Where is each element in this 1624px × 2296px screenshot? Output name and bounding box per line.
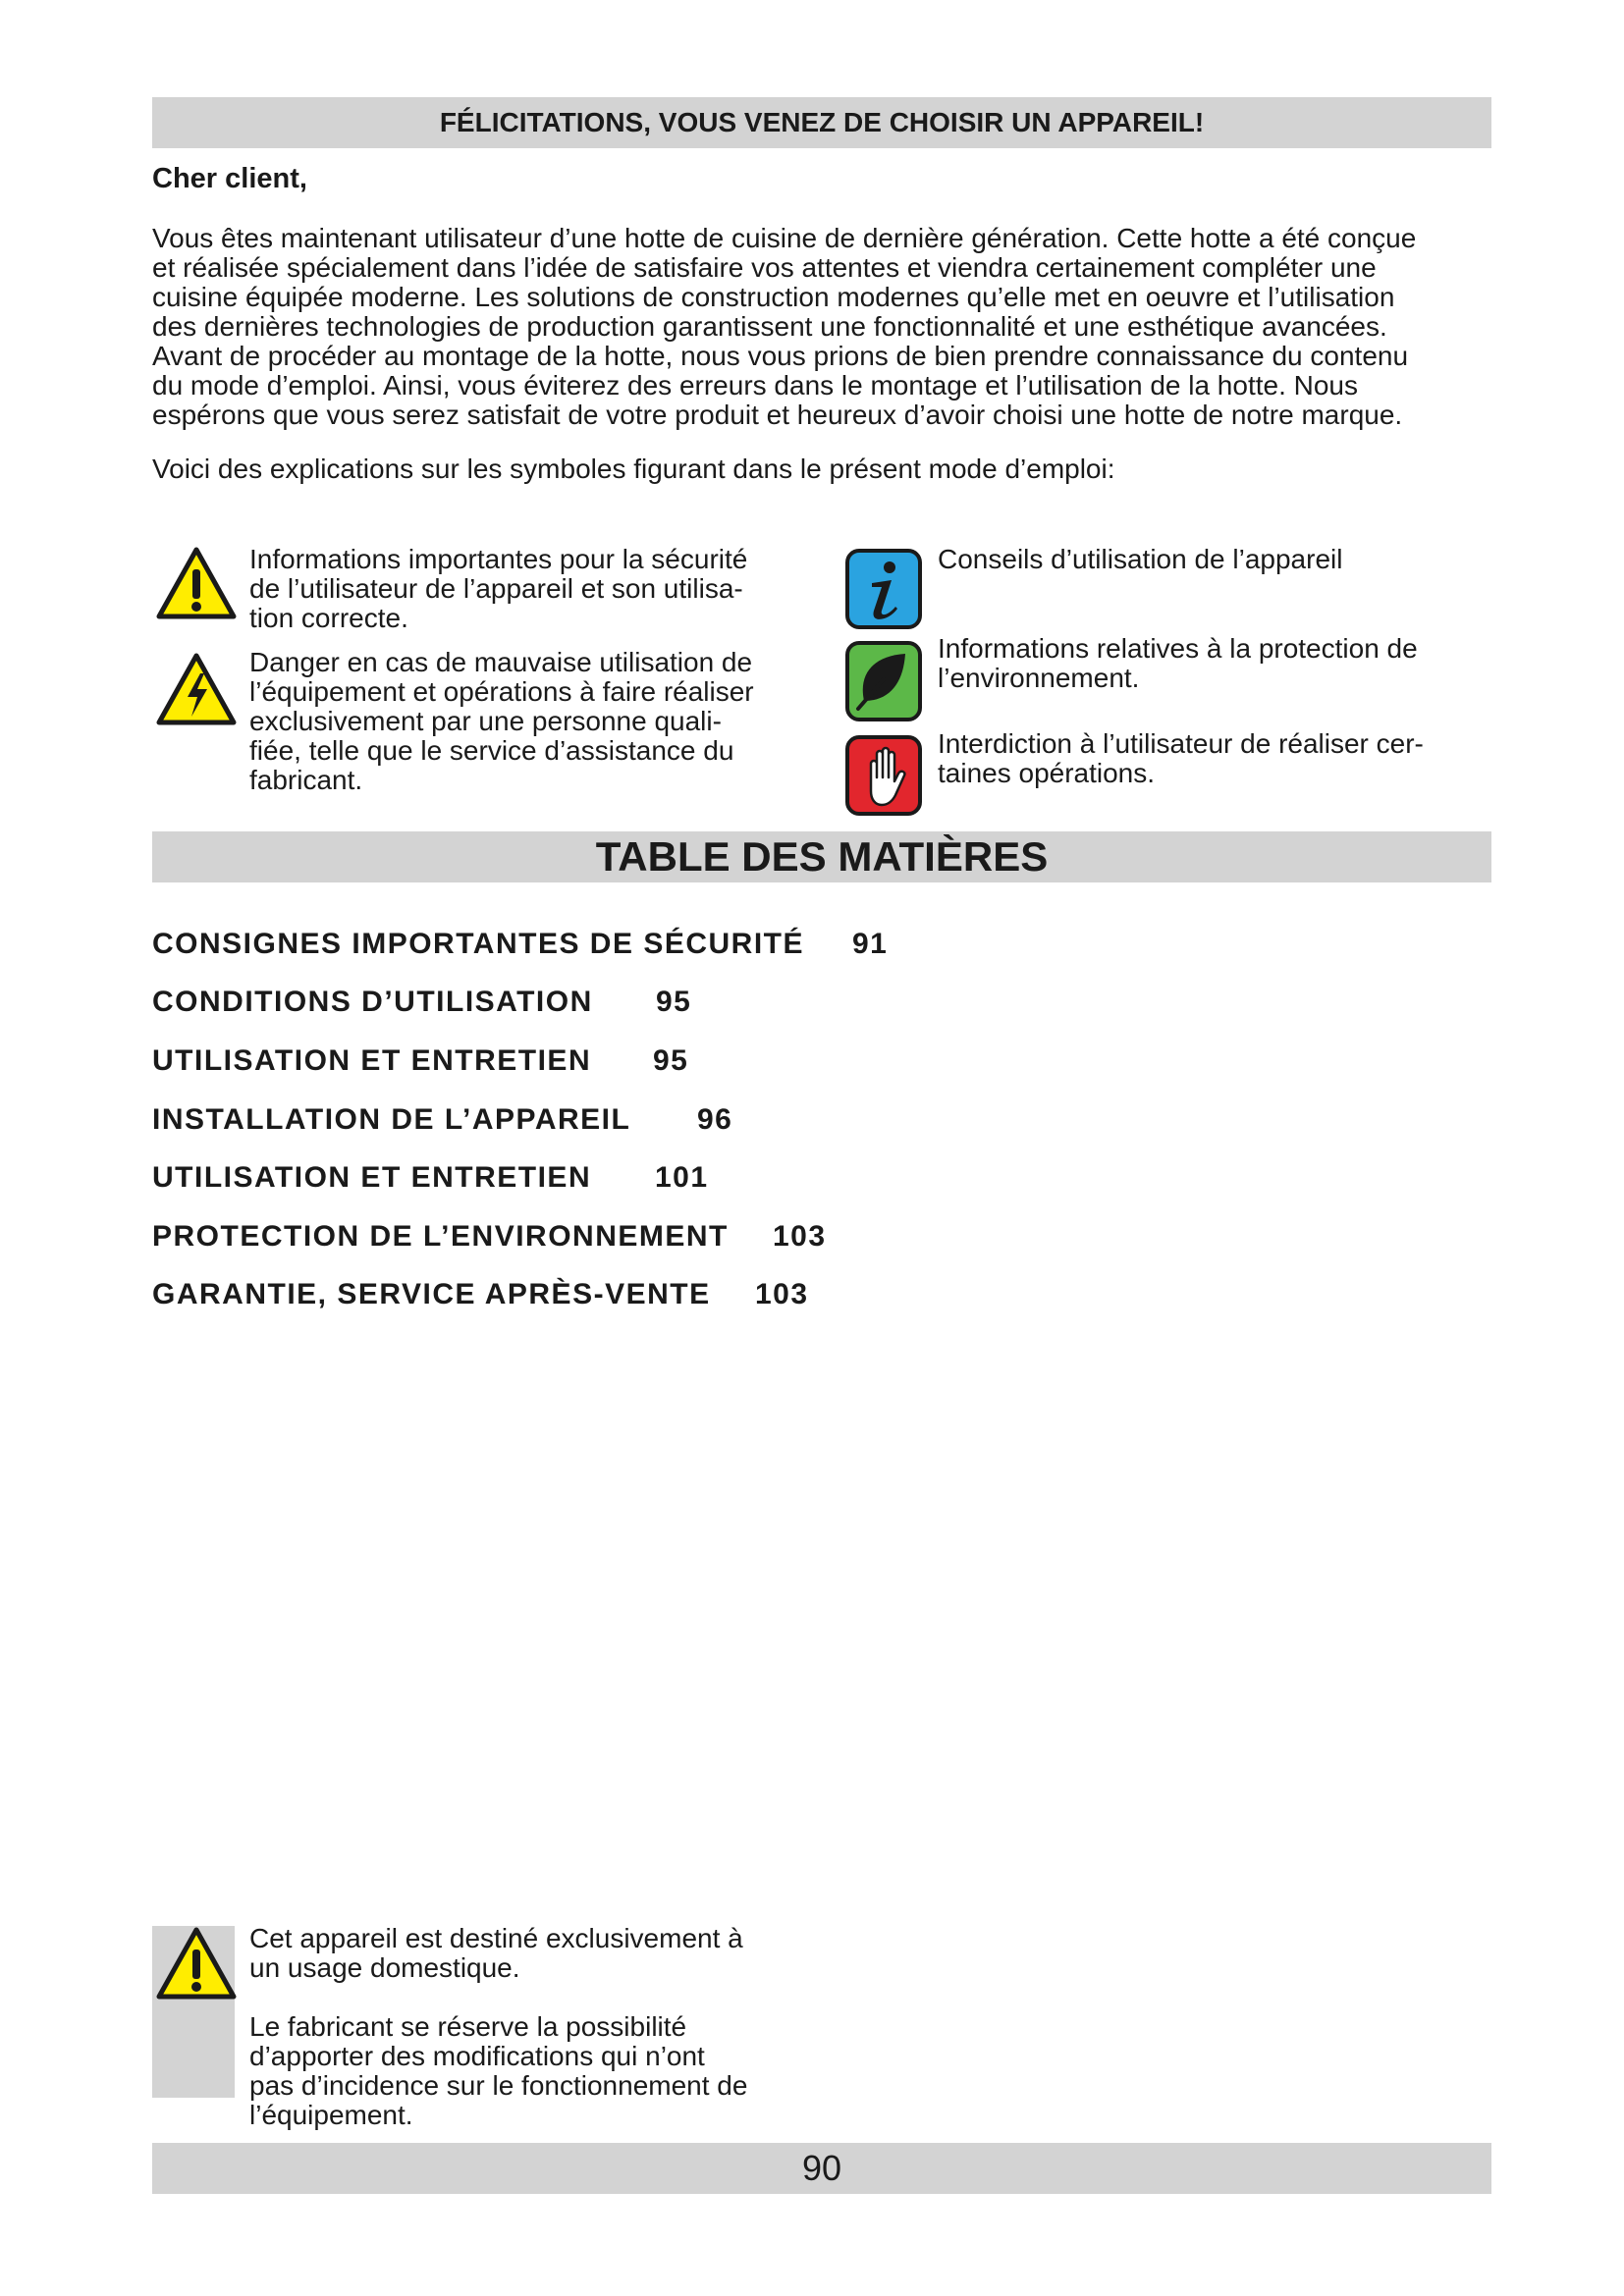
toc-entry[interactable] [152, 986, 691, 1019]
footer-band [152, 2143, 1491, 2194]
toc-entry-page: 91 [852, 928, 889, 960]
symbols-intro: Voici des explications sur les symboles figurant dans le présent mode d’emploi: [152, 454, 1115, 484]
warning-icon [155, 1926, 238, 2002]
intro-paragraph [152, 224, 1497, 430]
toc-entry-title: GARANTIE, SERVICE APRÈS-VENTE [152, 1278, 711, 1310]
toc-entry-title: UTILISATION ET ENTRETIEN [152, 1161, 592, 1194]
toc-entry-page: 103 [773, 1220, 827, 1253]
intro-line: espérons que vous serez satisfait de votre produit et heureux d’avoir choisi une hotte de notre marque. [152, 400, 1403, 430]
domestic-use-notice: Cet appareil est destiné exclusivement à un usage domestique. [249, 1923, 743, 1983]
toc-entry-page: 103 [755, 1278, 809, 1310]
intro-line: du mode d’emploi. Ainsi, vous éviterez des erreurs dans le montage et l’utilisation de la hotte. Nous [152, 370, 1359, 400]
info-description: Conseils d’utilisation de l’appareil [938, 544, 1343, 574]
toc-entry[interactable] [152, 1103, 732, 1137]
toc-entry-page: 101 [655, 1161, 709, 1194]
toc-entry-page: 95 [653, 1044, 689, 1077]
electric-hazard-icon [155, 652, 238, 728]
toc-entry[interactable] [152, 1044, 688, 1078]
modifications-notice: Le fabricant se réserve la possibilité d’apporter des modifications qui n’ont pas d’incidence sur le fonctionnement de l’équipement. [249, 2011, 748, 2130]
warning-description: Informations importantes pour la sécurité de l’utilisateur de l’appareil et son utilisa- tion correcte. [249, 544, 748, 633]
header-title: FÉLICITATIONS, VOUS VENEZ DE CHOISIR UN APPAREIL! [439, 107, 1205, 137]
danger-description: Danger en cas de mauvaise utilisation de l’équipement et opérations à faire réaliser exclusivement par une personne quali- fiée, telle que le service d’assistance du fabricant. [249, 647, 754, 795]
intro-line: cuisine équipée moderne. Les solutions de construction modernes qu’elle met en oeuvre et l’utilisation [152, 282, 1395, 312]
greeting: Cher client, [152, 163, 307, 194]
intro-line: Vous êtes maintenant utilisateur d’une hotte de cuisine de dernière génération. Cette hotte a été conçue [152, 223, 1417, 253]
intro-line: des dernières technologies de production garantissent une fonctionnalité et une esthétique avancées. [152, 311, 1387, 342]
toc-title: TABLE DES MATIÈRES [595, 833, 1049, 880]
prohibition-description: Interdiction à l’utilisateur de réaliser cer- taines opérations. [938, 728, 1424, 788]
warning-icon [155, 546, 238, 622]
toc-entry-page: 96 [697, 1103, 733, 1136]
toc-entry-title: CONSIGNES IMPORTANTES DE SÉCURITÉ [152, 928, 805, 960]
toc-entry-title: UTILISATION ET ENTRETIEN [152, 1044, 592, 1077]
page-number: 90 [801, 2148, 842, 2188]
info-icon [844, 548, 923, 630]
toc-entry-title: PROTECTION DE L’ENVIRONNEMENT [152, 1220, 729, 1253]
leaf-icon [844, 640, 923, 722]
intro-line: Avant de procéder au montage de la hotte, nous vous prions de bien prendre connaissance du contenu [152, 341, 1409, 371]
intro-line: et réalisée spécialement dans l’idée de satisfaire vos attentes et viendra certainement compléter une [152, 252, 1377, 283]
environment-description: Informations relatives à la protection de l’environnement. [938, 633, 1418, 693]
toc-entry[interactable] [152, 1220, 827, 1254]
toc-entry-page: 95 [656, 986, 692, 1018]
toc-entry[interactable] [152, 1278, 809, 1311]
header-band [152, 97, 1491, 148]
toc-band [152, 831, 1491, 882]
toc-entry-title: INSTALLATION DE L’APPAREIL [152, 1103, 631, 1136]
toc-entry[interactable] [152, 928, 888, 961]
toc-entry-title: CONDITIONS D’UTILISATION [152, 986, 593, 1018]
toc-entry[interactable] [152, 1161, 709, 1195]
stop-hand-icon [844, 734, 923, 817]
